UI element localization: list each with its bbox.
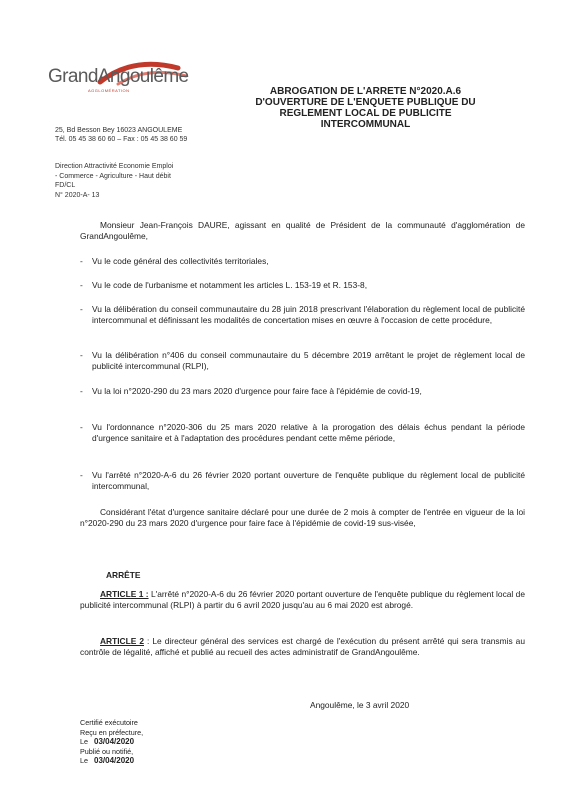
bullet-dash: -: [80, 304, 83, 314]
cert-prefecture: Reçu en préfecture,: [80, 727, 144, 737]
visa-text: Vu l'arrêté n°2020-A-6 du 26 février 2020 portant ouverture de l'enquête publique du règlement local de publicité intercommunal,: [92, 470, 525, 492]
article-2-label: ARTICLE 2: [100, 636, 144, 646]
bullet-dash: -: [80, 256, 83, 266]
le-label: Le: [80, 737, 88, 747]
grandangouleme-logo: [48, 58, 198, 98]
logo-text: GrandAngoulême: [48, 66, 189, 87]
considerant-paragraph: Considérant l'état d'urgence sanitaire déclaré pour une durée de 2 mois à compter de l'entrée en vigueur de la loi n°2020-290 du 23 mars 2020 d'urgence pour faire face à l'épidémie de covid-19 sus-visée,: [80, 507, 525, 529]
visa-item: [80, 422, 525, 444]
visa-text: Vu la délibération du conseil communautaire du 28 juin 2018 prescrivant l'élaboration du règlement local de publicité intercommunal et définissant les modalités de concertation mises en œuvre à l'occasion de cette procédure,: [92, 304, 525, 326]
title-line: INTERCOMMUNAL: [320, 119, 411, 130]
visa-item: [80, 386, 525, 397]
reference-initials: FD/CL: [55, 182, 76, 190]
visa-item: [80, 256, 525, 267]
publication-date: 03/04/2020: [94, 756, 135, 766]
cert-publie: Publié ou notifié,: [80, 746, 134, 756]
visa-item: [80, 350, 525, 372]
address-block: [55, 126, 187, 144]
visa-text: Vu le code général des collectivités territoriales,: [92, 256, 269, 266]
visa-text: Vu l'ordonnance n°2020-306 du 25 mars 2020 relative à la prorogation des délais échus pendant la période d'urgence sanitaire et à l'adaptation des procédures pendant cette même période,: [92, 422, 525, 444]
cert-date-row: [80, 737, 143, 747]
visa-item: [80, 304, 525, 326]
visa-text: Vu la loi n°2020-290 du 23 mars 2020 d'urgence pour faire face à l'épidémie de covid-19,: [92, 386, 422, 396]
article-1-text: L'arrêté n°2020-A-6 du 26 février 2020 portant ouverture de l'enquête publique du règlement local de publicité intercommunal (RLPI) à partir du 6 avril 2020 jusqu'au au 6 mai 2020 est abrogé.: [80, 589, 526, 611]
visa-text: Vu le code de l'urbanisme et notamment les articles L. 153-19 et R. 153-8,: [92, 280, 368, 290]
intro-paragraph: Monsieur Jean-François DAURE, agissant en qualité de Président de la communauté d'agglomération de GrandAngoulême,: [80, 220, 525, 242]
title-line: REGLEMENT LOCAL DE PUBLICITE: [279, 108, 452, 119]
direction-line: - Commerce - Agriculture - Haut débit: [55, 172, 171, 180]
title-line: D'OUVERTURE DE L'ENQUETE PUBLIQUE DU: [255, 97, 476, 108]
bullet-dash: -: [80, 386, 83, 396]
direction-line: Direction Attractivité Economie Emploi: [55, 163, 174, 170]
article-2-text: : Le directeur général des services est chargé de l'exécution du présent arrêté qui sera transmis au contrôle de légalité, affiché et publié au recueil des actes administratif de GrandAngoulême.: [80, 636, 526, 658]
cert-executoire: Certifié exécutoire: [80, 718, 138, 727]
address-line: 25, Bd Besson Bey 16023 ANGOULEME: [55, 127, 183, 134]
bullet-dash: -: [80, 470, 83, 480]
arrete-heading: ARRÊTE: [106, 570, 141, 580]
article-1: [80, 589, 525, 611]
place-date: Angoulême, le 3 avril 2020: [310, 700, 410, 710]
bullet-dash: -: [80, 422, 83, 432]
logo-subtitle: AGGLOMÉRATION: [88, 88, 130, 93]
certification-block: [80, 718, 143, 766]
le-label: Le: [80, 756, 88, 766]
visa-item: [80, 470, 525, 492]
visa-text: Vu la délibération n°406 du conseil communautaire du 5 décembre 2019 arrêtant le projet de règlement local de publicité intercommunal (RLPI),: [92, 350, 525, 372]
phone-fax-line: Tél. 05 45 38 60 60 – Fax : 05 45 38 60 59: [55, 136, 188, 143]
article-2: [80, 636, 525, 658]
visa-item: [80, 280, 525, 291]
document-title: [238, 86, 493, 130]
bullet-dash: -: [80, 350, 83, 360]
reference-number: N° 2020-A- 13: [55, 191, 100, 199]
article-1-label: ARTICLE 1 :: [100, 589, 149, 599]
direction-block: [55, 162, 173, 200]
bullet-dash: -: [80, 280, 83, 290]
title-line: ABROGATION DE L'ARRETE N°2020.A.6: [269, 86, 462, 97]
cert-date-row: [80, 756, 143, 766]
prefecture-date: 03/04/2020: [94, 737, 135, 747]
